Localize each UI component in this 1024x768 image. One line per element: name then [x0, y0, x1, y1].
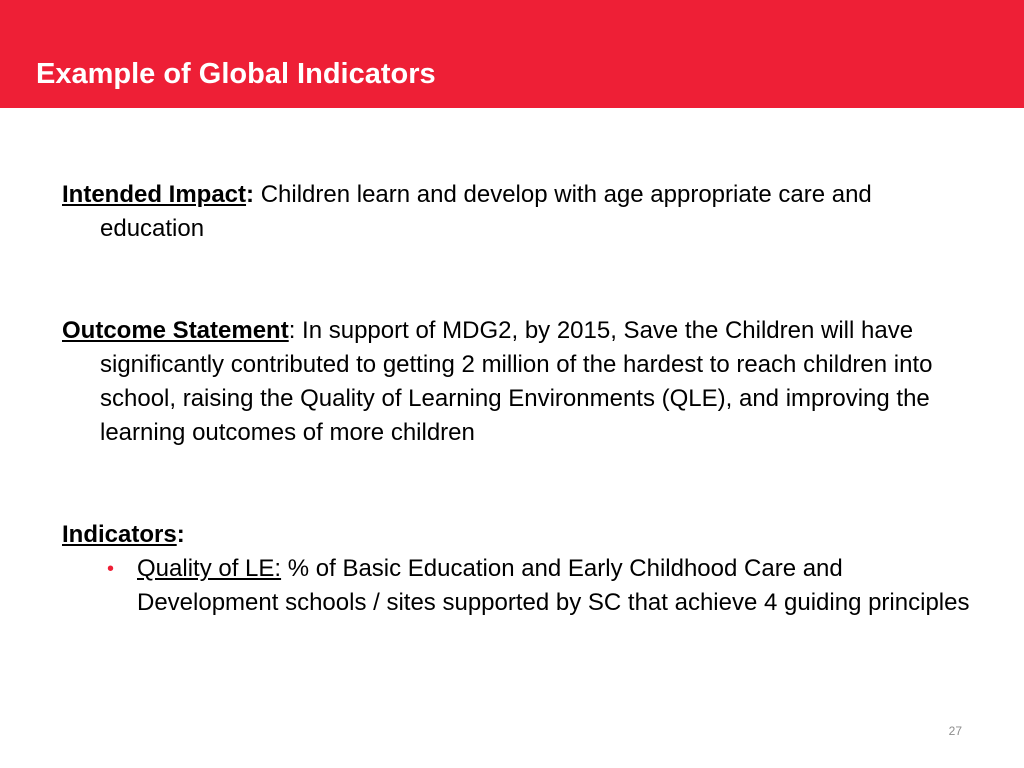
intended-impact-text: Children learn and develop with age appropriate care and education	[100, 181, 872, 242]
page-number: 27	[948, 724, 962, 738]
outcome-statement-paragraph	[62, 314, 982, 450]
bullet-icon: •	[107, 558, 115, 580]
slide-title: Example of Global Indicators	[36, 58, 436, 90]
indicator-list-item	[62, 552, 982, 620]
indicator-text: % of Basic Education and Early Childhood Care and Development schools / sites supported by SC that achieve 4 guiding principles	[137, 555, 970, 616]
indicator-list	[62, 552, 982, 620]
slide-body	[62, 178, 982, 620]
outcome-statement-text: : In support of MDG2, by 2015, Save the Children will have significantly contributed to getting 2 million of the hardest to reach children into school, raising the Quality of Learning Environments (QLE), and improving the learning outcomes of more children	[100, 317, 933, 446]
intended-impact-paragraph	[62, 178, 982, 246]
indicators-colon: :	[176, 521, 185, 548]
indicators-label: Indicators	[62, 521, 177, 548]
intended-impact-colon: :	[246, 181, 255, 208]
intended-impact-label: Intended Impact	[62, 181, 247, 208]
title-bar	[0, 0, 1024, 108]
indicator-label: Quality of LE:	[137, 555, 282, 582]
indicators-heading	[62, 518, 982, 552]
outcome-statement-label: Outcome Statement	[62, 317, 289, 344]
